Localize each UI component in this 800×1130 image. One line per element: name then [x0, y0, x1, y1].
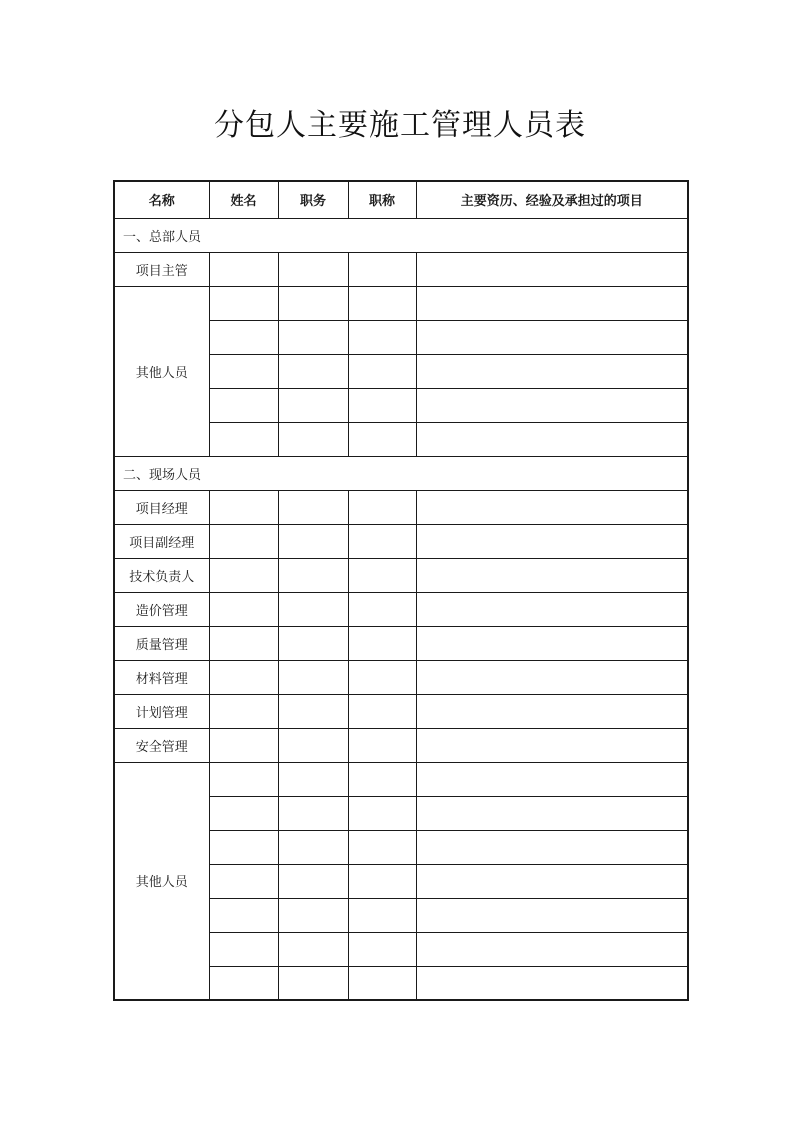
title-cell[interactable] — [348, 728, 416, 762]
header-experience: 主要资历、经验及承担过的项目 — [416, 181, 688, 218]
name-cell[interactable] — [209, 796, 278, 830]
others-label-site: 其他人员 — [114, 762, 209, 1000]
title-cell[interactable] — [348, 762, 416, 796]
others-label-hq: 其他人员 — [114, 286, 209, 456]
title-cell[interactable] — [348, 830, 416, 864]
experience-cell[interactable] — [416, 966, 688, 1000]
section-row-site — [114, 456, 688, 490]
title-cell[interactable] — [348, 524, 416, 558]
table-row — [114, 728, 688, 762]
position-cell[interactable] — [278, 660, 348, 694]
title-cell[interactable] — [348, 932, 416, 966]
position-cell[interactable] — [278, 762, 348, 796]
header-position: 职务 — [278, 181, 348, 218]
position-cell[interactable] — [278, 626, 348, 660]
position-cell[interactable] — [278, 320, 348, 354]
role-label: 计划管理 — [114, 694, 209, 728]
name-cell[interactable] — [209, 694, 278, 728]
title-cell[interactable] — [348, 660, 416, 694]
experience-cell[interactable] — [416, 932, 688, 966]
position-cell[interactable] — [278, 388, 348, 422]
table-row — [114, 490, 688, 524]
role-label: 造价管理 — [114, 592, 209, 626]
name-cell[interactable] — [209, 762, 278, 796]
section-row-hq — [114, 218, 688, 252]
name-cell[interactable] — [209, 354, 278, 388]
name-cell[interactable] — [209, 320, 278, 354]
experience-cell[interactable] — [416, 830, 688, 864]
role-label: 项目副经理 — [114, 524, 209, 558]
position-cell[interactable] — [278, 864, 348, 898]
position-cell[interactable] — [278, 932, 348, 966]
header-person-name: 姓名 — [209, 181, 278, 218]
name-cell[interactable] — [209, 626, 278, 660]
experience-cell[interactable] — [416, 728, 688, 762]
name-cell[interactable] — [209, 422, 278, 456]
position-cell[interactable] — [278, 592, 348, 626]
experience-cell[interactable] — [416, 864, 688, 898]
document-title: 分包人主要施工管理人员表 — [214, 108, 586, 143]
title-cell[interactable] — [348, 558, 416, 592]
name-cell[interactable] — [209, 252, 278, 286]
header-name: 名称 — [114, 181, 209, 218]
table-row — [114, 626, 688, 660]
title-cell[interactable] — [348, 388, 416, 422]
experience-cell[interactable] — [416, 592, 688, 626]
position-cell[interactable] — [278, 966, 348, 1000]
role-label: 项目主管 — [114, 252, 209, 286]
role-label: 材料管理 — [114, 660, 209, 694]
name-cell[interactable] — [209, 966, 278, 1000]
position-cell[interactable] — [278, 558, 348, 592]
name-cell[interactable] — [209, 558, 278, 592]
name-cell[interactable] — [209, 932, 278, 966]
position-cell[interactable] — [278, 796, 348, 830]
experience-cell[interactable] — [416, 762, 688, 796]
title-cell[interactable] — [348, 592, 416, 626]
table-row — [114, 252, 688, 286]
name-cell[interactable] — [209, 898, 278, 932]
table-row — [114, 762, 688, 796]
title-cell[interactable] — [348, 490, 416, 524]
title-cell[interactable] — [348, 796, 416, 830]
role-label: 安全管理 — [114, 728, 209, 762]
name-cell[interactable] — [209, 728, 278, 762]
title-cell[interactable] — [348, 252, 416, 286]
experience-cell[interactable] — [416, 388, 688, 422]
title-cell[interactable] — [348, 320, 416, 354]
title-cell[interactable] — [348, 422, 416, 456]
table-row — [114, 694, 688, 728]
role-label: 项目经理 — [114, 490, 209, 524]
title-cell[interactable] — [348, 354, 416, 388]
title-cell[interactable] — [348, 864, 416, 898]
staff-table — [113, 180, 689, 1001]
experience-cell[interactable] — [416, 626, 688, 660]
experience-cell[interactable] — [416, 524, 688, 558]
section-label-site: 二、现场人员 — [114, 456, 688, 490]
name-cell[interactable] — [209, 388, 278, 422]
title-cell[interactable] — [348, 286, 416, 320]
position-cell[interactable] — [278, 524, 348, 558]
position-cell[interactable] — [278, 422, 348, 456]
table-row — [114, 558, 688, 592]
position-cell[interactable] — [278, 354, 348, 388]
name-cell[interactable] — [209, 864, 278, 898]
table-row — [114, 660, 688, 694]
header-title: 职称 — [348, 181, 416, 218]
name-cell[interactable] — [209, 830, 278, 864]
title-cell[interactable] — [348, 898, 416, 932]
experience-cell[interactable] — [416, 898, 688, 932]
experience-cell[interactable] — [416, 252, 688, 286]
name-cell[interactable] — [209, 490, 278, 524]
role-label: 技术负责人 — [114, 558, 209, 592]
experience-cell[interactable] — [416, 558, 688, 592]
experience-cell[interactable] — [416, 796, 688, 830]
experience-cell[interactable] — [416, 286, 688, 320]
name-cell[interactable] — [209, 524, 278, 558]
position-cell[interactable] — [278, 830, 348, 864]
name-cell[interactable] — [209, 592, 278, 626]
position-cell[interactable] — [278, 286, 348, 320]
table-row — [114, 592, 688, 626]
experience-cell[interactable] — [416, 354, 688, 388]
position-cell[interactable] — [278, 694, 348, 728]
title-cell[interactable] — [348, 626, 416, 660]
experience-cell[interactable] — [416, 660, 688, 694]
title-cell[interactable] — [348, 694, 416, 728]
table-row — [114, 524, 688, 558]
name-cell[interactable] — [209, 660, 278, 694]
table-row — [114, 286, 688, 320]
position-cell[interactable] — [278, 252, 348, 286]
experience-cell[interactable] — [416, 490, 688, 524]
name-cell[interactable] — [209, 286, 278, 320]
position-cell[interactable] — [278, 490, 348, 524]
position-cell[interactable] — [278, 728, 348, 762]
role-label: 质量管理 — [114, 626, 209, 660]
experience-cell[interactable] — [416, 694, 688, 728]
position-cell[interactable] — [278, 898, 348, 932]
experience-cell[interactable] — [416, 422, 688, 456]
header-row — [114, 181, 688, 218]
experience-cell[interactable] — [416, 320, 688, 354]
section-label-hq: 一、总部人员 — [114, 218, 688, 252]
title-cell[interactable] — [348, 966, 416, 1000]
